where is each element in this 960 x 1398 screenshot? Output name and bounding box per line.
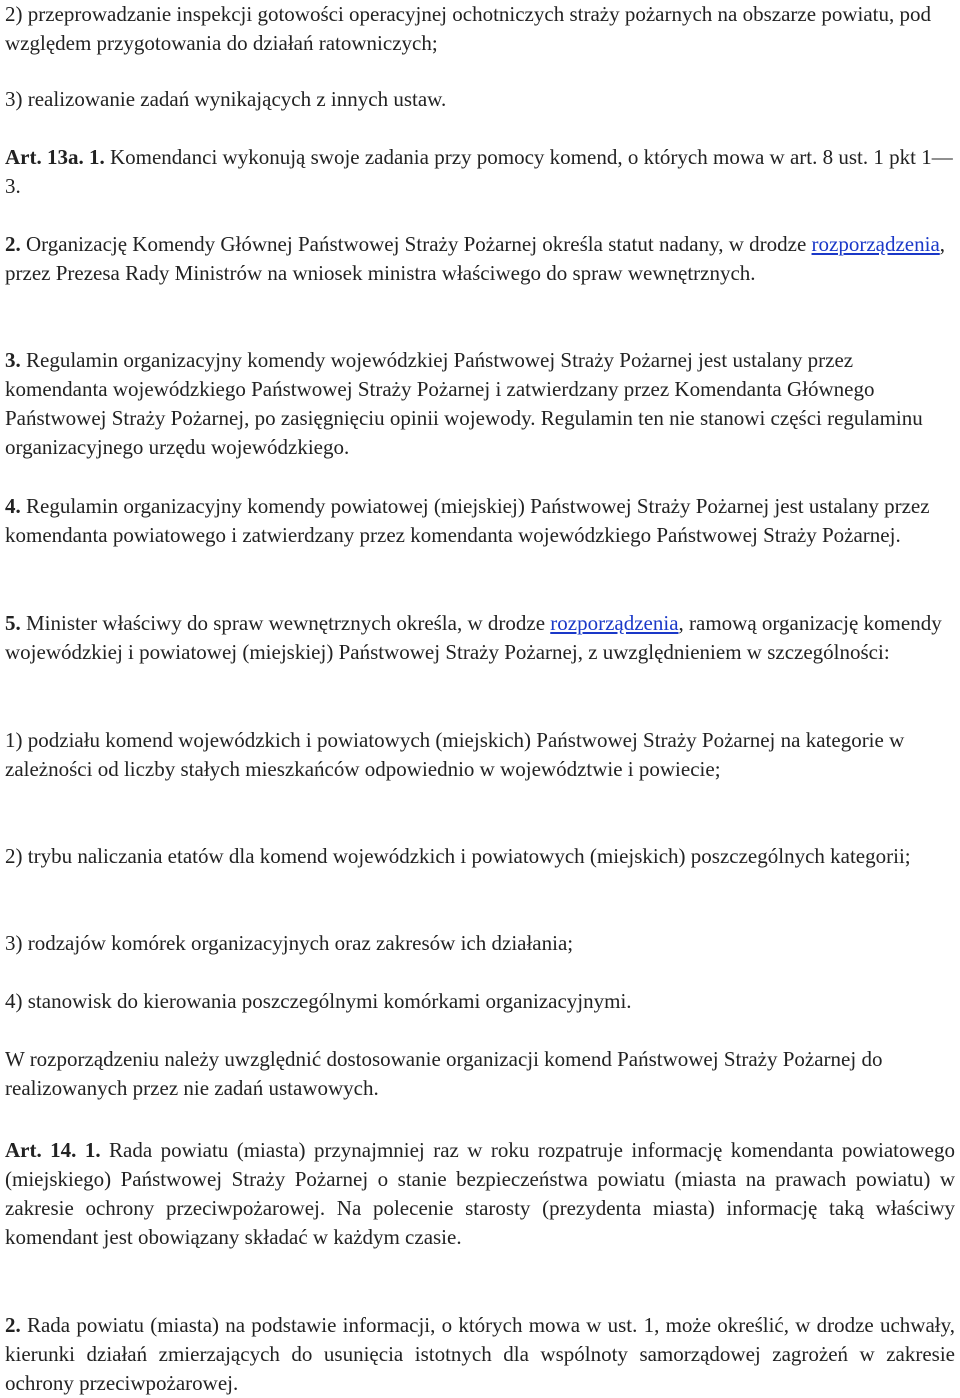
article-heading: Art. 14. 1.: [5, 1138, 101, 1162]
list-item-2: 2) trybu naliczania etatów dla komend wojewódzkich i powiatowych (miejskich) poszczególnych kategorii;: [5, 844, 911, 868]
rozporzadzenie-link-1[interactable]: rozporządzenia: [811, 232, 940, 256]
section-number: 2.: [5, 1313, 21, 1337]
paragraph-art-13a-1: [5, 143, 955, 201]
paragraph-text: Organizację Komendy Głównej Państwowej Straży Pożarnej określa statut nadany, w drodze: [20, 232, 812, 256]
list-item-1: 1) podziału komend wojewódzkich i powiatowych (miejskich) Państwowej Straży Pożarnej na kategorie w zależności od liczby stałych mieszkańców odpowiednio w województwie i powiecie;: [5, 728, 905, 781]
section-number: 2.: [5, 232, 21, 256]
paragraph-item-3-other-acts: 3) realizowanie zadań wynikających z innych ustaw.: [5, 87, 447, 111]
paragraph-text: Minister właściwy do spraw wewnętrznych określa, w drodze: [20, 611, 551, 635]
paragraph-text: Rada powiatu (miasta) na podstawie informacji, o których mowa w ust. 1, może określić, w drodze uchwały, kierunki działań zmierzających do usunięcia istotnych dla wspólnoty samorządowej zagrożeń w zakresie ochrony przeciwpożarowej.: [5, 1313, 955, 1395]
paragraph-art-13a-3: [5, 346, 955, 462]
paragraph-text: Regulamin organizacyjny komendy powiatowej (miejskiej) Państwowej Straży Pożarnej jest ustalany przez komendanta powiatowego i zatwierdzany przez komendanta wojewódzkiego Państwowej Straży Pożarnej.: [5, 494, 930, 547]
paragraph-art-14-1: [5, 1136, 955, 1252]
paragraph-art-14-2: [5, 1311, 955, 1398]
paragraph-rozporzadzenie-note: W rozporządzeniu należy uwzględnić dostosowanie organizacji komend Państwowej Straży Pożarnej do realizowanych przez nie zadań ustawowych.: [5, 1047, 883, 1100]
section-number: 3.: [5, 348, 21, 372]
paragraph-art-13a-4: [5, 492, 955, 550]
paragraph-item-2-inspection: 2) przeprowadzanie inspekcji gotowości operacyjnej ochotniczych straży pożarnych na obszarze powiatu, pod względem przygotowania do działań ratowniczych;: [5, 2, 931, 55]
list-item-3: 3) rodzajów komórek organizacyjnych oraz zakresów ich działania;: [5, 931, 574, 955]
paragraph-art-13a-5: [5, 609, 955, 667]
article-heading: Art. 13a. 1.: [5, 145, 105, 169]
list-item-4: 4) stanowisk do kierowania poszczególnymi komórkami organizacyjnymi.: [5, 989, 632, 1013]
paragraph-text: Komendanci wykonują swoje zadania przy pomocy komend, o których mowa w art. 8 ust. 1 pkt 1—3.: [5, 145, 953, 198]
paragraph-art-13a-2: [5, 230, 955, 288]
section-number: 4.: [5, 494, 21, 518]
paragraph-text: Rada powiatu (miasta) przynajmniej raz w roku rozpatruje informację komendanta powiatowego (miejskiego) Państwowej Straży Pożarnej o stanie bezpieczeństwa powiatu (miasta na prawach powiatu) w zakresie ochrony przeciwpożarowej. Na polecenie starosty (prezydenta miasta) informację taką właściwy komendant jest obowiązany składać w każdym czasie.: [5, 1138, 955, 1249]
paragraph-text: Regulamin organizacyjny komendy wojewódzkiej Państwowej Straży Pożarnej jest ustalany przez komendanta wojewódzkiego Państwowej Straży Pożarnej i zatwierdzany przez Komendanta Głównego Państwowej Straży Pożarnej, po zasięgnięciu opinii wojewody. Regulamin ten nie stanowi części regulaminu organizacyjnego urzędu wojewódzkiego.: [5, 348, 923, 459]
paragraph-text: , przez Prezesa Rady Ministrów na wniosek ministra właściwego do spraw wewnętrznych.: [5, 232, 946, 285]
paragraph-text: , ramową organizację komendy wojewódzkiej i powiatowej (miejskiej) Państwowej Straży Pożarnej, z uwzględnieniem w szczególności:: [5, 611, 942, 664]
rozporzadzenie-link-2[interactable]: rozporządzenia: [550, 611, 679, 635]
section-number: 5.: [5, 611, 21, 635]
